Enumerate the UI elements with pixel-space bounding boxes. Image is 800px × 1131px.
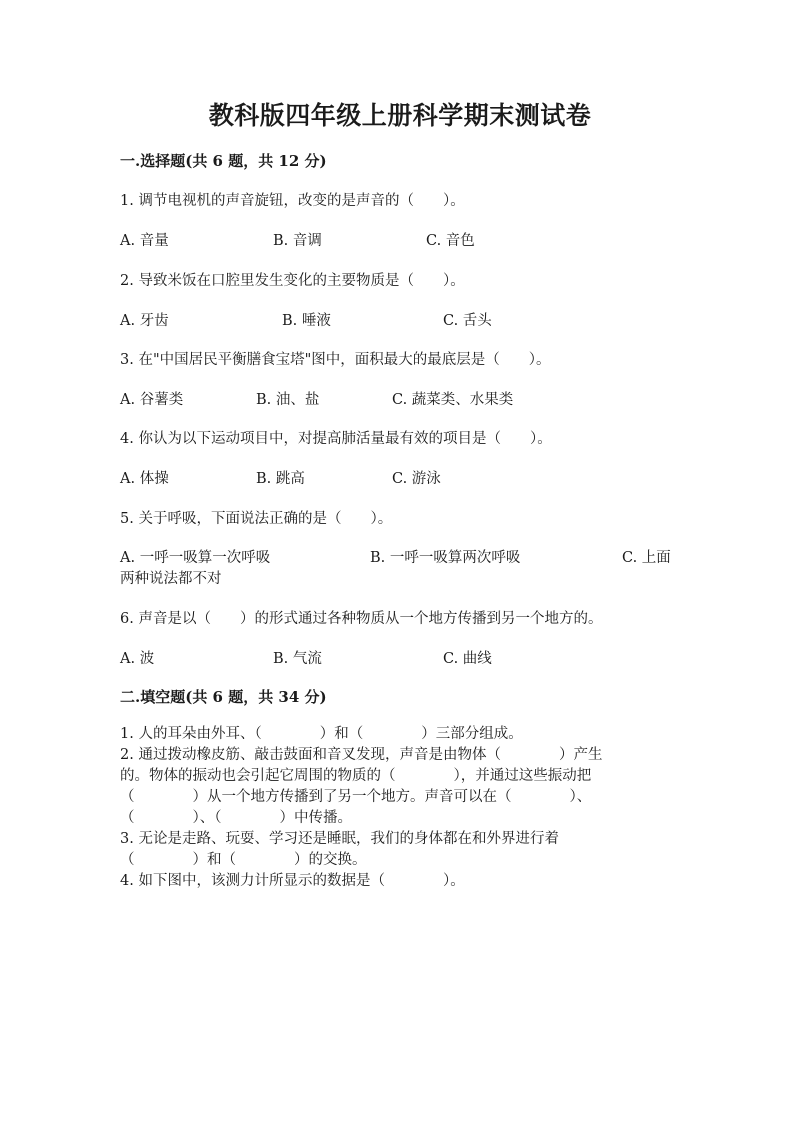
fill-question-3-line-2: （ ）和（ ）的交换。: [120, 852, 367, 868]
question-6-option-c: C. 曲线: [443, 651, 492, 667]
fill-question-2-line-1: 2. 通过拨动橡皮筋、敲击鼓面和音叉发现，声音是由物体（ ）产生: [120, 747, 603, 763]
question-3-option-b: B. 油、盐: [256, 392, 320, 408]
question-5-option-c-continuation: 两种说法都不对: [120, 571, 222, 587]
fill-question-4: 4. 如下图中，该测力计所显示的数据是（ ）。: [120, 873, 465, 889]
question-5-option-a: A. 一呼一吸算一次呼吸: [120, 550, 271, 566]
fill-question-1: 1. 人的耳朵由外耳、（ ）和（ ）三部分组成。: [120, 726, 523, 742]
question-5: 5. 关于呼吸，下面说法正确的是（ ）。: [120, 511, 393, 527]
question-2-option-c: C. 舌头: [443, 313, 492, 329]
question-1: 1. 调节电视机的声音旋钮，改变的是声音的（ ）。: [120, 193, 465, 209]
section-heading-fill: 二.填空题(共 6 题，共 34 分): [120, 688, 327, 706]
question-1-option-b: B. 音调: [273, 233, 322, 249]
section-heading-choice: 一.选择题(共 6 题，共 12 分): [120, 152, 327, 170]
question-6-option-a: A. 波: [120, 651, 155, 667]
fill-question-2-line-4: （ ）、（ ）中传播。: [120, 810, 352, 826]
fill-question-3-line-1: 3. 无论是走路、玩耍、学习还是睡眠，我们的身体都在和外界进行着: [120, 831, 559, 847]
question-5-option-c: C. 上面: [622, 550, 671, 566]
question-6-option-b: B. 气流: [273, 651, 322, 667]
fill-question-2-line-3: （ ）从一个地方传播到了另一个地方。声音可以在（ ）、: [120, 789, 592, 805]
question-4: 4. 你认为以下运动项目中，对提高肺活量最有效的项目是（ ）。: [120, 431, 552, 447]
question-3-option-a: A. 谷薯类: [120, 392, 184, 408]
question-3: 3. 在"中国居民平衡膳食宝塔"图中，面积最大的最底层是（ ）。: [120, 352, 551, 368]
question-4-option-c: C. 游泳: [392, 471, 441, 487]
question-4-option-a: A. 体操: [120, 471, 169, 487]
question-5-option-b: B. 一呼一吸算两次呼吸: [370, 550, 521, 566]
question-2-option-a: A. 牙齿: [120, 313, 169, 329]
fill-question-2-line-2: 的。物体的振动也会引起它周围的物质的（ ），并通过这些振动把: [120, 768, 592, 784]
question-1-option-c: C. 音色: [426, 233, 475, 249]
question-2: 2. 导致米饭在口腔里发生变化的主要物质是（ ）。: [120, 273, 465, 289]
question-1-option-a: A. 音量: [120, 233, 169, 249]
question-4-option-b: B. 跳高: [256, 471, 305, 487]
question-6: 6. 声音是以（ ）的形式通过各种物质从一个地方传播到另一个地方的。: [120, 611, 603, 627]
question-3-option-c: C. 蔬菜类、水果类: [392, 392, 514, 408]
page-title: 教科版四年级上册科学期末测试卷: [208, 101, 592, 130]
question-2-option-b: B. 唾液: [282, 313, 331, 329]
